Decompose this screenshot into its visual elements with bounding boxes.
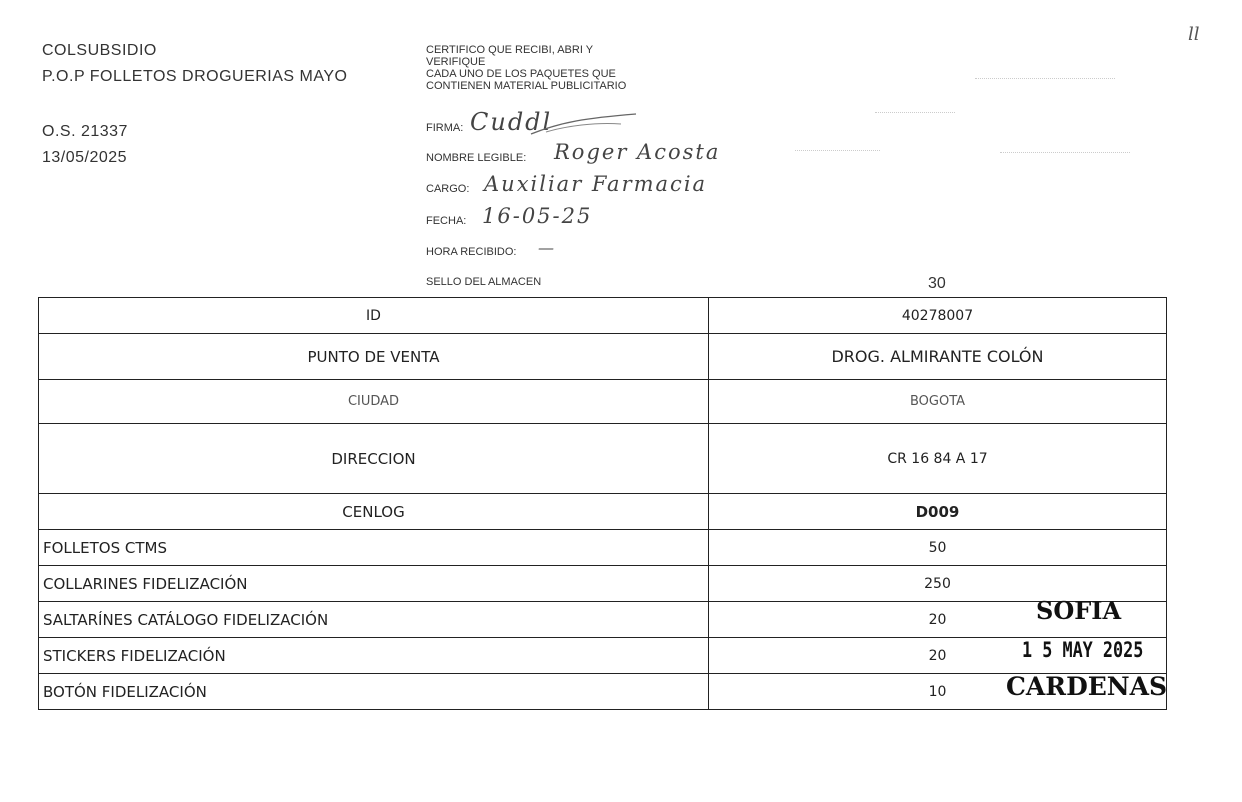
nombre-handwriting: Roger Acosta	[554, 140, 721, 164]
item-label: BOTÓN FIDELIZACIÓN	[39, 674, 709, 710]
item-label: SALTARÍNES CATÁLOGO FIDELIZACIÓN	[39, 602, 709, 638]
row-value: DROG. ALMIRANTE COLÓN	[709, 334, 1167, 380]
table-row	[39, 530, 1167, 566]
scan-smudge	[1000, 152, 1130, 155]
table-row	[39, 566, 1167, 602]
stamp-date: 1 5 MAY 2025	[1022, 638, 1144, 662]
certificate-line: VERIFIQUE	[426, 56, 486, 68]
project-title: P.O.P FOLLETOS DROGUERIAS MAYO	[42, 68, 348, 85]
fecha-label: FECHA:	[426, 215, 467, 227]
item-label: STICKERS FIDELIZACIÓN	[39, 638, 709, 674]
hora-row	[426, 240, 686, 262]
table-row	[39, 494, 1167, 530]
table-row	[39, 638, 1167, 674]
row-value: BOGOTA	[709, 380, 1167, 424]
certificate-line: CADA UNO DE LOS PAQUETES QUE	[426, 68, 616, 80]
table-row	[39, 674, 1167, 710]
row-label: PUNTO DE VENTA	[39, 334, 709, 380]
fecha-row	[426, 204, 686, 232]
row-value: D009	[709, 494, 1167, 530]
hora-handwriting: —	[538, 238, 556, 257]
table-row	[39, 334, 1167, 380]
item-qty: 20	[709, 638, 1167, 674]
nombre-row	[426, 140, 786, 168]
certificate-line: CONTIENEN MATERIAL PUBLICITARIO	[426, 80, 627, 92]
signature-stroke-icon	[526, 112, 646, 138]
cargo-row	[426, 172, 786, 200]
signature-handwriting: Cuddl	[470, 108, 553, 136]
row-label: DIRECCION	[39, 424, 709, 494]
signature-row	[426, 108, 726, 138]
certificate-text	[426, 44, 626, 92]
row-label: ID	[39, 298, 709, 334]
item-qty: 50	[709, 530, 1167, 566]
row-label: CENLOG	[39, 494, 709, 530]
nombre-label: NOMBRE LEGIBLE:	[426, 152, 527, 164]
item-qty: 20	[709, 602, 1167, 638]
company-name: COLSUBSIDIO	[42, 42, 157, 59]
scan-smudge	[795, 150, 880, 153]
row-value: CR 16 84 A 17	[709, 424, 1167, 494]
delivery-table	[38, 297, 1167, 710]
box-count: 30	[928, 275, 946, 292]
table-row	[39, 380, 1167, 424]
firma-label: FIRMA:	[426, 122, 464, 134]
item-label: FOLLETOS CTMS	[39, 530, 709, 566]
cargo-handwriting: Auxiliar Farmacia	[484, 172, 708, 196]
fecha-handwriting: 16-05-25	[482, 204, 593, 228]
row-value: 40278007	[709, 298, 1167, 334]
stamp-name-first: SOFIA	[1036, 596, 1122, 625]
table-row	[39, 424, 1167, 494]
table-row	[39, 298, 1167, 334]
scan-smudge	[875, 112, 955, 115]
stamp-name-last: CARDENAS	[1006, 672, 1168, 701]
certificate-line: CERTIFICO QUE RECIBI, ABRI Y	[426, 44, 594, 56]
item-label: COLLARINES FIDELIZACIÓN	[39, 566, 709, 602]
order-number: O.S. 21337	[42, 123, 128, 140]
table-row	[39, 602, 1167, 638]
corner-mark: ll	[1188, 24, 1200, 45]
hora-label: HORA RECIBIDO:	[426, 246, 517, 258]
order-date: 13/05/2025	[42, 149, 128, 166]
item-qty: 10	[709, 674, 1167, 710]
row-label: CIUDAD	[39, 380, 709, 424]
cargo-label: CARGO:	[426, 183, 470, 195]
item-qty: 250	[709, 566, 1167, 602]
sello-label: SELLO DEL ALMACEN	[426, 276, 542, 288]
scan-smudge	[975, 78, 1115, 81]
